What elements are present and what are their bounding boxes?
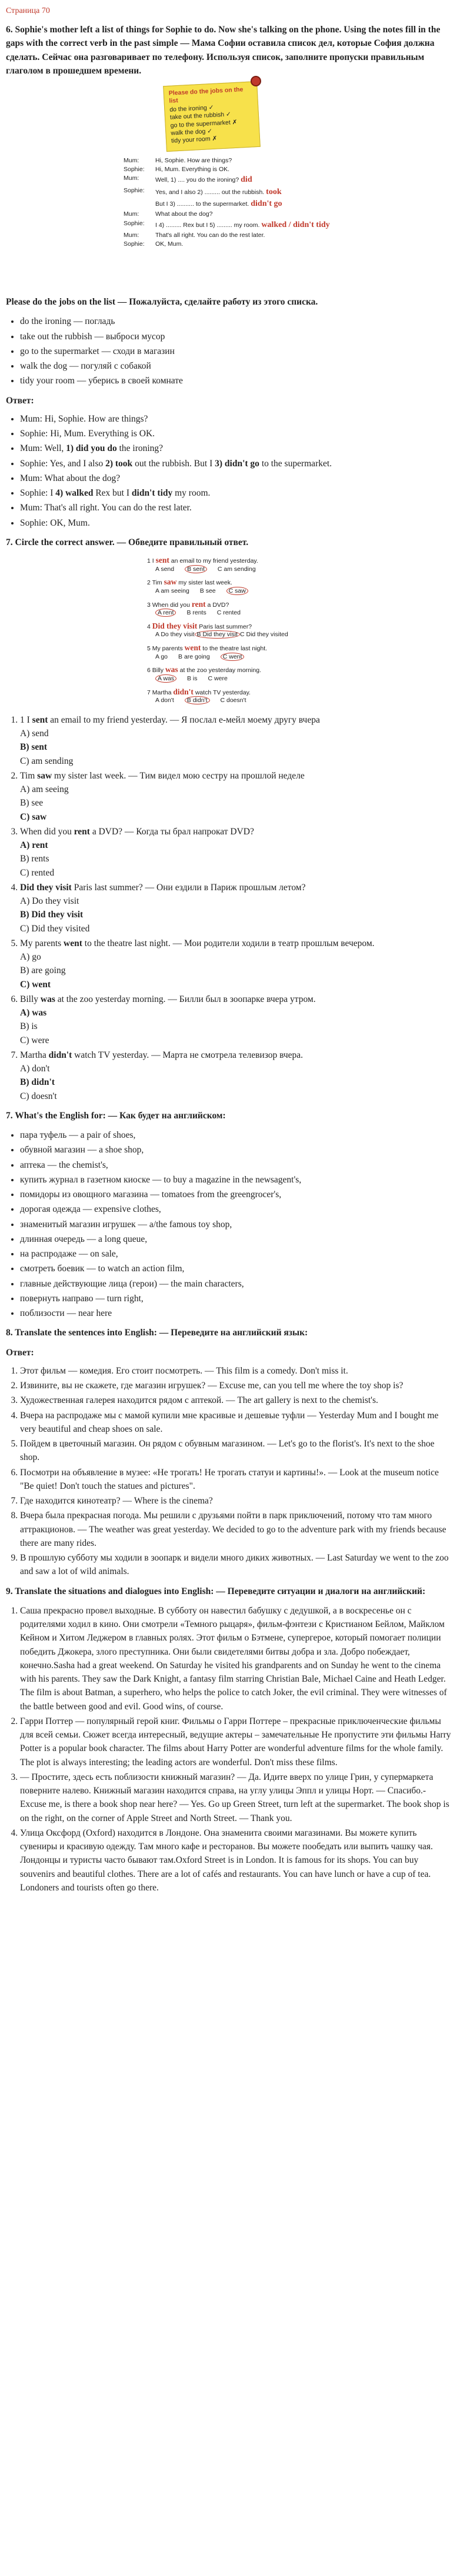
option-text: B see [199,587,216,594]
answer-bold: didn't tidy [131,488,173,498]
answer-bold: Did they visit [20,882,72,893]
line-text: What about the dog? [155,211,213,218]
question-line [147,555,324,566]
line-text: But I 3) .......... to the supermarket. [155,201,249,208]
question-text: Billy [20,994,41,1004]
option [155,566,174,574]
question-text: at the zoo yesterday morning. — Билли был в зоопарке вчера утром. [55,994,316,1004]
answer-label: Ответ: [6,1347,34,1358]
question-number: 7 [147,689,152,696]
option-text: C rented [216,609,241,617]
question [147,555,324,573]
question-text: to the theatre last night. [201,645,268,653]
option: B) is [20,1021,38,1032]
dialogue-line [124,156,341,165]
option-text: B are going [178,653,210,660]
dialogue [124,156,341,249]
task8-title: 8. Translate the sentences into English: — Переведите на английский язык: [6,1328,308,1338]
question [147,643,324,661]
speaker: Mum: [124,175,139,182]
line-text: OK, Mum. [155,240,184,248]
speaker: Mum: [124,211,139,218]
question-text: Martha [152,689,174,696]
list-item: • смотреть боевик — to watch an action film, [20,1262,454,1275]
task9-title: 9. Translate the situations and dialogues into English: — Переведите ситуации и диалоги на английский: [6,1586,426,1596]
list-item [20,412,454,426]
speaker: Sophie: [124,186,145,194]
option-text: B is [187,675,198,683]
list-item: • дорогая одежда — expensive clothes, [20,1202,454,1216]
question-line [147,599,324,610]
list-item [20,937,454,991]
question-line [147,664,324,675]
handwritten-answer: rent [191,599,206,609]
circled-option: C went [221,653,245,661]
question-number: 3 [147,601,152,609]
list-item [20,713,454,768]
line-text: Well, 1) .... you do the ironing? [155,176,239,184]
correct-option: A) rent [20,840,48,851]
situations-list [6,1604,454,1895]
options [147,697,324,705]
option-text: A Do they visit [155,631,195,639]
option [178,653,210,661]
dialogue-line [124,210,341,219]
question-text: When did you [152,601,192,609]
note-item: do the ironing ✓ [169,104,214,113]
options [147,566,324,574]
correct-option: B) didn't [20,1077,55,1088]
question-text: Paris last summer? — Они ездили в Париж прошлым летом? [71,882,306,893]
option [200,587,216,596]
option-text: A am seeing [155,587,189,594]
speaker: Mum: [124,157,139,164]
translations-list [6,1364,454,1579]
question-text: a DVD? [205,601,229,609]
answer-bold: rent [74,826,90,837]
note-title: Please do the jobs on the list [168,86,244,105]
option-text: C were [208,675,228,683]
question [147,621,324,639]
correct-option: A) was [20,1008,47,1018]
line-text: I 4) ......... Rex but I 5) ......... my room. [155,221,260,229]
list-item [20,1048,454,1103]
circled-option: B Did they visit [195,630,240,639]
question-text: Martha [20,1050,49,1060]
list-item [20,486,454,500]
option [155,697,174,705]
option: A) don't [20,1064,50,1074]
list-item [20,501,454,514]
list-item [20,881,454,935]
answer-label: Ответ: [6,395,34,406]
option [208,675,228,683]
option: A) send [20,729,49,739]
question-text: 1 I [20,714,32,725]
handwritten-answer: didn't [173,687,194,696]
list-item: 1. Этот фильм — комедия. Его стоит посмотреть. — This film is a comedy. Don't miss it. [20,1364,454,1378]
answer-text: Sophie: OK, Mum. [20,517,90,528]
question-number: 1 [147,557,152,564]
question-text: a DVD? — Когда ты брал напрокат DVD? [89,826,254,837]
option [155,631,195,639]
note-item: walk the dog ✓ [171,127,213,137]
question-line [147,687,324,697]
task7-list [6,713,454,1103]
handwritten-answer: didn't go [251,199,282,209]
list-item: 2. Гарри Поттер — популярный герой книг. Фильмы о Гарри Поттере – прекрасные приключенческие фильмы для всей семьи. Сюжет всегда интересный, ведущие актеры – замечательные Не пропустите эти фильмы Harry Potter is a popular book character. The films about Harry Potter are wonderful adventure films for the whole family. The plot is always interesting; the leading actors are wonderful. Don't miss these films. [20,1715,454,1769]
note-item: take out the rubbish ✓ [169,111,232,122]
option-text: A send [155,565,175,573]
list-item: • длинная очередь — a long queue, [20,1232,454,1246]
vocabulary-list [6,1128,454,1320]
option [155,653,168,661]
option [155,587,189,596]
answer-text: Mum: Hi, Sophie. How are things? [20,413,148,424]
answer-bold: 1) did you do [66,443,117,454]
option: C) doesn't [20,1091,57,1101]
list-item [20,993,454,1047]
question-number: 6 [147,667,152,674]
answer-text: Mum: Well, [20,443,66,454]
answer-text: to the supermarket. [259,458,332,469]
question-text: watch TV yesterday. [193,689,251,696]
handwritten-answer: was [165,665,178,674]
list-item: • обувной магазин — a shoe shop, [20,1143,454,1157]
list-item [20,825,454,880]
question-text: My parents [152,645,185,653]
options [147,609,324,617]
option [221,697,246,705]
option [155,609,176,617]
option [187,675,198,683]
question [147,664,324,683]
option: C) Did they visited [20,923,90,934]
circled-option: B sent [185,565,207,573]
question-line [147,577,324,587]
answer-text: Rex but I [93,488,132,498]
options [147,675,324,683]
answer-bold: was [40,994,55,1004]
list-item: • главные действующие лица (герои) — the main characters, [20,1277,454,1291]
answer-bold: 3) didn't go [215,458,259,469]
list-item: 9. В прошлую субботу мы ходили в зоопарк и видели много диких животных. — Last Saturday we went to the zoo and saw a lot of wild animals. [20,1551,454,1579]
correct-option: B) Did they visit [20,910,84,920]
option: A) am seeing [20,784,69,795]
options [147,653,324,661]
list-item: • аптека — the chemist's, [20,1158,454,1172]
line-text: Yes, and I also 2) ......... out the rubbish. [155,188,265,196]
question-text: Billy [152,667,165,674]
list-item: • tidy your room — уберись в своей комнате [20,374,454,387]
option: B) rents [20,854,49,864]
question-number: 2 [147,579,152,587]
handwritten-answer: went [184,643,201,653]
line-text: Hi, Mum. Everything is OK. [155,166,230,173]
jobs-title: Please do the jobs on the list — Пожалуйста, сделайте работу из этого списка. [6,297,318,307]
list-item: • знаменитый магазин игрушек — a/the famous toy shop, [20,1218,454,1231]
circled-option: A was [155,674,176,683]
speaker: Sophie: [124,166,145,173]
list-item: • поблизости — near here [20,1307,454,1320]
note-item: tidy your room ✗ [171,135,218,145]
correct-option: C) went [20,979,51,990]
answer-text: out the rubbish. But I [132,458,215,469]
handwritten-answer: saw [164,577,177,587]
handwritten-answer: walked / didn't tidy [261,220,330,229]
correct-option: B) sent [20,742,48,753]
question-line [147,621,324,632]
answer-text: the ironing? [116,443,164,454]
list-item [20,769,454,824]
dialogue-line [124,186,341,198]
answer-bold: sent [32,714,48,725]
option [185,697,210,705]
list-item: 8. Вчера была прекрасная погода. Мы решили с друзьями пойти в парк приключений, потому что там много аттракционов. — The weather was great yesterday. We decided to go to the adventure park with my friends because there are many rides. [20,1509,454,1550]
list-item: • повернуть направо — turn right, [20,1292,454,1305]
list-item [20,472,454,485]
option: B) are going [20,965,66,976]
circle-answers-figure [147,555,324,705]
dialogue-line [124,231,341,240]
line-text: That's all right. You can do the rest later. [155,231,265,239]
list-item: 7. Где находится кинотеатр? — Where is the cinema? [20,1494,454,1508]
question [147,599,324,617]
answer-text: Sophie: Yes, and I also [20,458,106,469]
list-item [20,457,454,470]
correct-option: C) saw [20,811,47,822]
question-number: 4 [147,623,152,630]
list-item: 5. Пойдем в цветочный магазин. Он рядом с обувным магазином. — Let's go to the florist's. It's next to the shoe shop. [20,1437,454,1465]
options [147,631,324,639]
question-text: watch TV yesterday. — Марта не смотрела телевизор вчера. [72,1050,304,1060]
circled-option: B didn't [185,696,210,704]
task7-title: 7. Circle the correct answer. — Обведите правильный ответ. [6,537,249,547]
option [185,566,207,574]
answers-list [6,412,454,530]
option-text: C am sending [217,565,256,573]
question-text: I [152,557,156,564]
list-item: • walk the dog — погуляй с собакой [20,359,454,373]
circled-option: C saw [226,587,248,595]
list-item: 2. Извините, вы не скажете, где магазин игрушек? — Excuse me, can you tell me where the toy shop is? [20,1379,454,1392]
question-text: Tim [152,579,164,587]
question-text: Tim [20,770,38,781]
task6-title: 6. Sophie's mother left a list of things for Sophie to do. Now she's talking on the phone. Using the notes fill in the gaps with the correct verb in the past simple — Мама Софии оставила список дел, которые София должна сделать. Сейчас она разговаривает по телефону. Используя список, заполните пропуски правильным глаголом в прошедшем времени. [6,25,441,76]
question-text: an email to my friend yesterday. — Я послал е-мейл моему другу вчера [48,714,320,725]
answer-text: my room. [172,488,211,498]
handwritten-answer: did [241,175,252,185]
list-item: 3. Художественная галерея находится рядом с аптекой. — The art gallery is next to the chemist's. [20,1394,454,1407]
list-item [20,427,454,440]
question [147,577,324,595]
options [147,587,324,596]
question-line [147,643,324,653]
speaker: Mum: [124,231,139,239]
option: C) were [20,1035,49,1045]
speaker: Sophie: [124,219,145,227]
option-text: C doesn't [220,697,246,704]
question-text: to the theatre last night. — Мои родители ходили в театр прошлым вечером. [82,938,375,948]
answer-text: Sophie: I [20,488,56,498]
list-item [20,442,454,455]
option-text: A don't [155,697,174,704]
task7b-title: 7. What's the English for: — Как будет на английском: [6,1110,226,1121]
list-item: • do the ironing — погладь [20,315,454,328]
handwritten-answer: sent [155,556,169,564]
line-text: Hi, Sophie. How are things? [155,157,232,164]
circled-option: A rent [155,609,176,617]
list-item: • на распродаже — on sale, [20,1247,454,1261]
list-item: • go to the supermarket — сходи в магазин [20,345,454,358]
list-item: 1. Саша прекрасно провел выходные. В субботу он навестил бабушку с дедушкой, а в воскресенье он с родителями ходил в кино. Они смотрели «Темного рыцаря», фильм-фэнтези с Кристианом Бейлом, Майклом Кейном и Хитом Леджером в главных ролях. Этот фильм о Бэтмене, супергерое, который помогает полиции победить Джокера, злого преступника. Они были свидетелями битвы добра и зла. Добро побеждает, конечно.Sasha had a great weekend. On Saturday he visited his grandparents and on Sunday he went to the cinema with his parents. They saw the Dark Knight, a fantasy film starring Christian Bale, Michael Caine and Heath Ledger. The film is about Batman, a superhero, who helps the police to catch Joker, the evil criminal. They were witnesses of the battle between good and evil. Good wins, of course. [20,1604,454,1713]
dialogue-line [124,240,341,249]
note-dialogue-figure [124,83,341,288]
answer-bold: 4) walked [55,488,94,498]
list-item: • take out the rubbish — выброси мусор [20,330,454,343]
option [186,609,206,617]
question-text: My parents [20,938,64,948]
option-text: C Did they visited [239,631,288,639]
option: A) Do they visit [20,896,79,907]
handwritten-answer: Did they visit [152,621,198,630]
option: B) see [20,798,44,808]
question-text: Paris last summer? [197,623,252,630]
list-item: 4. Улица Оксфорд (Oxford) находится в Лондоне. Она знаменита своими магазинами. Вы можете купить сувениры и красивую одежду. Там много кафе и ресторанов. Вы можете пообедать или выпить чашку чая. Лондонцы и туристы часто бывают там.Oxford Street is in London. It is famous for its shops. You can buy souvenirs and beautiful clothes. There are a lot of cafés and restaurants. You can have lunch or have a cup of tea. Londoners and tourists often go there. [20,1826,454,1895]
question-number: 5 [147,645,152,653]
option [221,653,245,661]
option [155,675,176,683]
option [218,566,256,574]
option-text: B rents [186,609,206,617]
list-item [20,516,454,530]
option: C) am sending [20,756,74,766]
dialogue-line [124,198,341,210]
question-text: my sister last week. — Тим видел мою сестру на прошлой неделе [52,770,305,781]
list-item: • помидоры из овощного магазина — tomatoes from the greengrocer's, [20,1188,454,1201]
option-text: A go [155,653,168,660]
option [226,587,248,596]
dialogue-line [124,174,341,186]
answer-bold: saw [37,770,52,781]
answer-text: Sophie: Hi, Mum. Everything is OK. [20,429,155,439]
dialogue-line [124,165,341,174]
dialogue-line [124,219,341,231]
speaker [124,198,155,210]
question [147,687,324,705]
list-item: 4. Вчера на распродаже мы с мамой купили мне красивые и дешевые туфли — Yesterday Mum and I bought me very beautiful and cheap shoes on sale. [20,1409,454,1436]
question-text: When did you [20,826,74,837]
pin-icon [251,76,262,87]
answer-text: Mum: What about the dog? [20,473,121,483]
question-text: an email to my friend yesterday. [169,557,258,564]
answer-bold: went [64,938,82,948]
speaker: Sophie: [124,240,145,248]
note-item: go to the supermarket ✗ [170,118,238,129]
handwritten-answer: took [266,187,282,196]
page-link[interactable]: Страница 70 [6,6,50,15]
option: A) go [20,952,41,963]
list-item: • купить журнал в газетном киоске — to buy a magazine in the newsagent's, [20,1173,454,1187]
answer-bold: 2) took [105,458,133,469]
list-item: 3. — Простите, здесь есть поблизости книжный магазин? — Да. Идите вверх по улице Грин, у супермаркета поверните налево. Книжный магазин находится справа, на углу улицы Эппл и улицы Норт. — Спасибо.- Excuse me, is there a book shop near here? — Yes. Go up Green Street, turn left at the supermarket. The book shop is on the right, on the corner of Apple Street and North Street. — Thank you. [20,1770,454,1825]
list-item: • пара туфель — a pair of shoes, [20,1128,454,1142]
option [195,631,240,639]
sticky-note [163,81,261,152]
option [240,631,288,639]
answer-bold: didn't [48,1050,72,1060]
jobs-list [6,315,454,387]
question-text: my sister last week. [176,579,232,587]
list-item: 6. Посмотри на объявление в музее: «Не трогать! Не трогать статуи и картины!». — Look at the museum notice "Be quiet! Don't touch the statues and pictures". [20,1466,454,1494]
question-text: at the zoo yesterday morning. [178,667,261,674]
option [217,609,241,617]
option: C) rented [20,867,55,878]
answer-text: Mum: That's all right. You can do the rest later. [20,503,192,513]
